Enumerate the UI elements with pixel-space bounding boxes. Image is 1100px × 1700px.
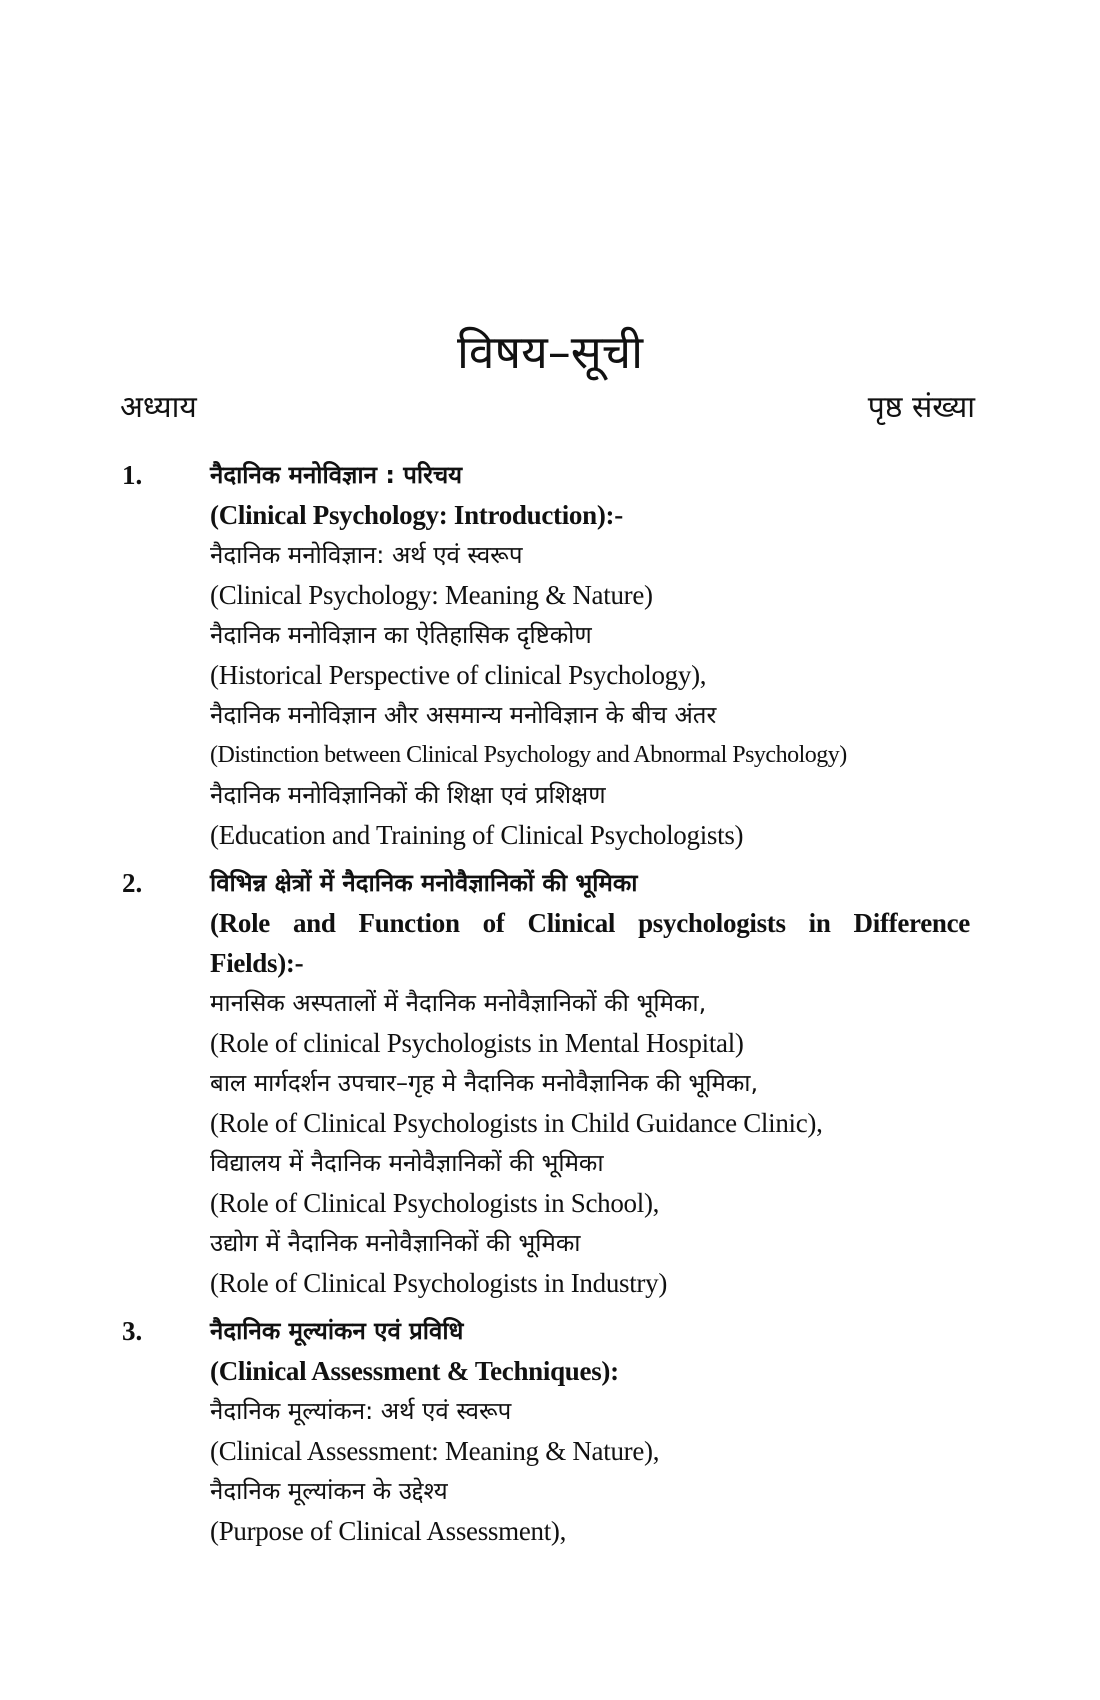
topic-hindi: उद्योग में नैदानिक मनोवैज्ञानिकों की भूमिका — [210, 1229, 581, 1257]
topic-hindi: नैदानिक मनोविज्ञान: अर्थ एवं स्वरूप — [210, 541, 523, 569]
topic-english: (Role of clinical Psychologists in Mental Hospital) — [210, 1028, 744, 1058]
topic-hindi: विद्यालय में नैदानिक मनोवैज्ञानिकों की भूमिका — [210, 1149, 604, 1177]
topic-hindi: मानसिक अस्पतालों में नैदानिक मनोवैज्ञानिकों की भूमिका, — [210, 989, 707, 1017]
chapter-number: 3. — [122, 1316, 143, 1346]
topic-hindi: नैदानिक मनोविज्ञान का ऐतिहासिक दृष्टिकोण — [210, 621, 592, 649]
page-title: विषय–सूची — [457, 325, 643, 379]
chapter-title-hindi: नैदानिक मूल्यांकन एवं प्रविधि — [210, 1317, 464, 1345]
topic-english: (Clinical Assessment: Meaning & Nature), — [210, 1436, 660, 1466]
chapter-title-english: (Role and Function of Clinical psychologists in Difference Fields):- — [210, 908, 970, 978]
chapter-title-hindi: विभिन्न क्षेत्रों में नैदानिक मनोवैज्ञानिकों की भूमिका — [210, 869, 638, 897]
topic-english: (Distinction between Clinical Psychology and Abnormal Psychology) — [210, 742, 847, 768]
chapter-number: 1. — [122, 460, 143, 490]
chapter-1 — [0, 455, 1100, 855]
topic-hindi: नैदानिक मनोविज्ञान और असमान्य मनोविज्ञान के बीच अंतर — [210, 701, 717, 729]
topic-hindi: नैदानिक मूल्यांकन: अर्थ एवं स्वरूप — [210, 1397, 512, 1425]
topic-english: (Purpose of Clinical Assessment), — [210, 1516, 567, 1546]
column-header-page-number: पृष्ठ संख्या — [867, 390, 975, 425]
topic-hindi: नैदानिक मनोविज्ञानिकों की शिक्षा एवं प्रशिक्षण — [210, 781, 606, 809]
topic-english: (Education and Training of Clinical Psychologists) — [210, 820, 744, 850]
topic-hindi: बाल मार्गदर्शन उपचार–गृह मे नैदानिक मनोवैज्ञानिक की भूमिका, — [210, 1069, 759, 1097]
chapter-title-hindi: नैदानिक मनोविज्ञान : परिचय — [210, 461, 463, 489]
chapter-2 — [0, 863, 1100, 1303]
table-of-contents — [0, 455, 1100, 1551]
chapter-3 — [0, 1311, 1100, 1551]
topic-english: (Role of Clinical Psychologists in Industry) — [210, 1268, 668, 1298]
topic-english: (Role of Clinical Psychologists in Child Guidance Clinic), — [210, 1108, 823, 1138]
chapter-title-english: (Clinical Assessment & Techniques): — [210, 1356, 619, 1386]
topic-english: (Role of Clinical Psychologists in School), — [210, 1188, 660, 1218]
topic-hindi: नैदानिक मूल्यांकन के उद्देश्य — [210, 1477, 448, 1505]
chapter-number: 2. — [122, 868, 143, 898]
topic-english: (Historical Perspective of clinical Psychology), — [210, 660, 707, 690]
chapter-title-english: (Clinical Psychology: Introduction):- — [210, 500, 623, 530]
topic-english: (Clinical Psychology: Meaning & Nature) — [210, 580, 653, 610]
column-header-chapter: अध्याय — [120, 390, 197, 425]
